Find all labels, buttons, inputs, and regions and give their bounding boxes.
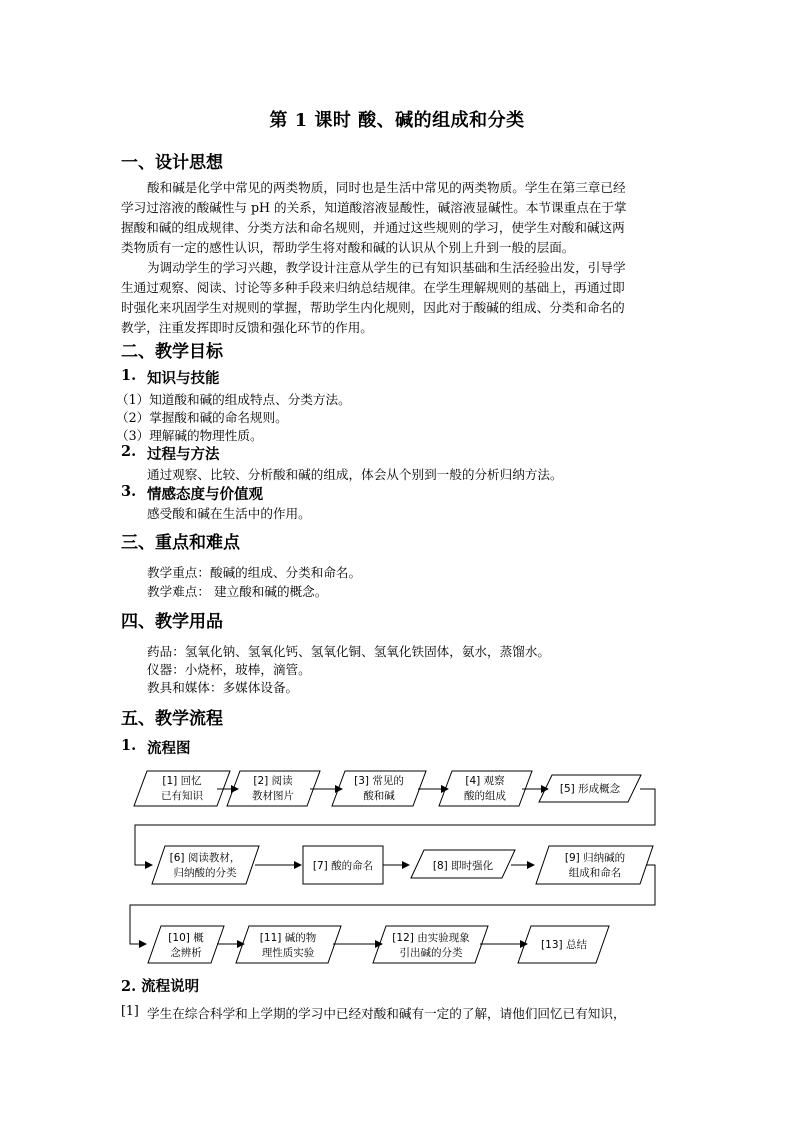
flow-node-9-line1: [9] 归纳碱的 — [564, 852, 626, 864]
flow-node-11-line1: [11] 碱的物 — [259, 932, 317, 944]
flow-explanation-title: 2. 流程说明 — [121, 978, 200, 995]
flow-node-10-line2: 念辨析 — [170, 947, 202, 959]
goal3-title: 情感态度与价值观 — [147, 486, 263, 503]
goal3-num: 3. — [121, 483, 137, 500]
design-p1-line4: 类物质有一定的感性认识，帮助学生将对酸和碱的认识从个别上升到一般的层面。 — [121, 240, 575, 255]
goal3-text: 感受酸和碱在生活中的作用。 — [147, 506, 311, 521]
goal1-num: 1. — [121, 367, 137, 384]
flow-node-13-line1: [13] 总结 — [541, 939, 587, 951]
goal2-text: 通过观察、比较、分析酸和碱的组成，体会从个别到一般的分析归纳方法。 — [147, 467, 563, 482]
design-p2-line2: 生通过观察、阅读、讨论等多种手段来归纳总结规律。在学生理解规则的基础上，再通过即 — [121, 280, 625, 295]
flowchart-num: 1. — [121, 737, 137, 754]
materials-drugs: 药品：氢氧化钠、氢氧化钙、氢氧化铜、氢氧化铁固体，氨水，蒸馏水。 — [147, 644, 550, 659]
heading-teaching-flow: 五、教学流程 — [121, 709, 223, 729]
flow-node-5-line1: [5] 形成概念 — [559, 783, 621, 795]
heading-key-points: 三、重点和难点 — [121, 533, 240, 553]
materials-media: 教具和媒体：多媒体设备。 — [147, 680, 299, 695]
heading-design-idea: 一、设计思想 — [121, 153, 223, 173]
design-p1-line2: 学习过溶液的酸碱性与 pH 的关系，知道酸溶液显酸性，碱溶液显碱性。本节课重点在于掌 — [121, 200, 627, 215]
flow-node-1-line2: 已有知识 — [161, 790, 203, 802]
flow-node-2-line2: 教材图片 — [252, 790, 294, 802]
goal1-item3: （3）理解碱的物理性质。 — [116, 428, 263, 443]
flow-node-8-line1: [8] 即时强化 — [432, 860, 494, 872]
flow-node-6-line2: 归纳酸的分类 — [173, 867, 237, 879]
goal2-num: 2. — [121, 443, 137, 460]
flow-node-2-line1: [2] 阅读 — [253, 775, 293, 787]
design-p2-line1: 为调动学生的学习兴趣，教学设计注意从学生的已有知识基础和生活经验出发，引导学 — [147, 260, 626, 275]
flow-node-3-line2: 酸和碱 — [363, 790, 395, 802]
heading-teaching-goals: 二、教学目标 — [121, 342, 223, 362]
flow-node-3-line1: [3] 常见的 — [354, 775, 404, 787]
flowchart-title: 流程图 — [147, 740, 191, 757]
flow-node-9-line2: 组成和命名 — [568, 867, 622, 879]
note1-text: 学生在综合科学和上学期的学习中已经对酸和碱有一定的了解，请他们回忆已有知识， — [147, 1006, 626, 1021]
flow-node-11-line2: 理性质实验 — [261, 947, 315, 959]
design-p1-line3: 握酸和碱的组成规律、分类方法和命名规则，并通过这些规则的学习，使学生对酸和碱这两 — [121, 220, 625, 235]
heading-materials: 四、教学用品 — [121, 612, 223, 632]
goal1-title: 知识与技能 — [147, 370, 220, 387]
design-p2-line3: 时强化来巩固学生对规则的掌握，帮助学生内化规则，因此对于酸碱的组成、分类和命名的 — [121, 300, 625, 315]
goal1-item2: （2）掌握酸和碱的命名规则。 — [116, 410, 288, 425]
flow-node-4-line2: 酸的组成 — [464, 790, 506, 802]
goal2-title: 过程与方法 — [147, 446, 220, 463]
goal1-item1: （1）知道酸和碱的组成特点、分类方法。 — [116, 392, 351, 407]
page-title: 第 1 课时 酸、碱的组成和分类 — [269, 110, 525, 131]
flow-node-1-line1: [1] 回忆 — [162, 775, 202, 787]
key-point: 教学重点：酸碱的组成、分类和命名。 — [147, 565, 362, 580]
flow-node-10-line1: [10] 概 — [168, 932, 204, 944]
materials-instruments: 仪器：小烧杯，玻棒，滴管。 — [147, 662, 311, 677]
note1-num: [1] — [121, 1003, 139, 1018]
design-p2-line4: 教学，注重发挥即时反馈和强化环节的作用。 — [121, 320, 373, 335]
flow-node-6-line1: [6] 阅读教材， — [169, 852, 241, 864]
flow-node-4-line1: [4] 观察 — [465, 775, 505, 787]
design-p1-line1: 酸和碱是化学中常见的两类物质，同时也是生活中常见的两类物质。学生在第三章已经 — [147, 180, 626, 195]
flow-node-7-line1: [7] 酸的命名 — [312, 860, 374, 872]
flow-node-12-line2: 引出碱的分类 — [399, 947, 463, 959]
difficult-point: 教学难点： 建立酸和碱的概念。 — [147, 584, 328, 599]
flow-node-12-line1: [12] 由实验现象 — [392, 932, 470, 944]
